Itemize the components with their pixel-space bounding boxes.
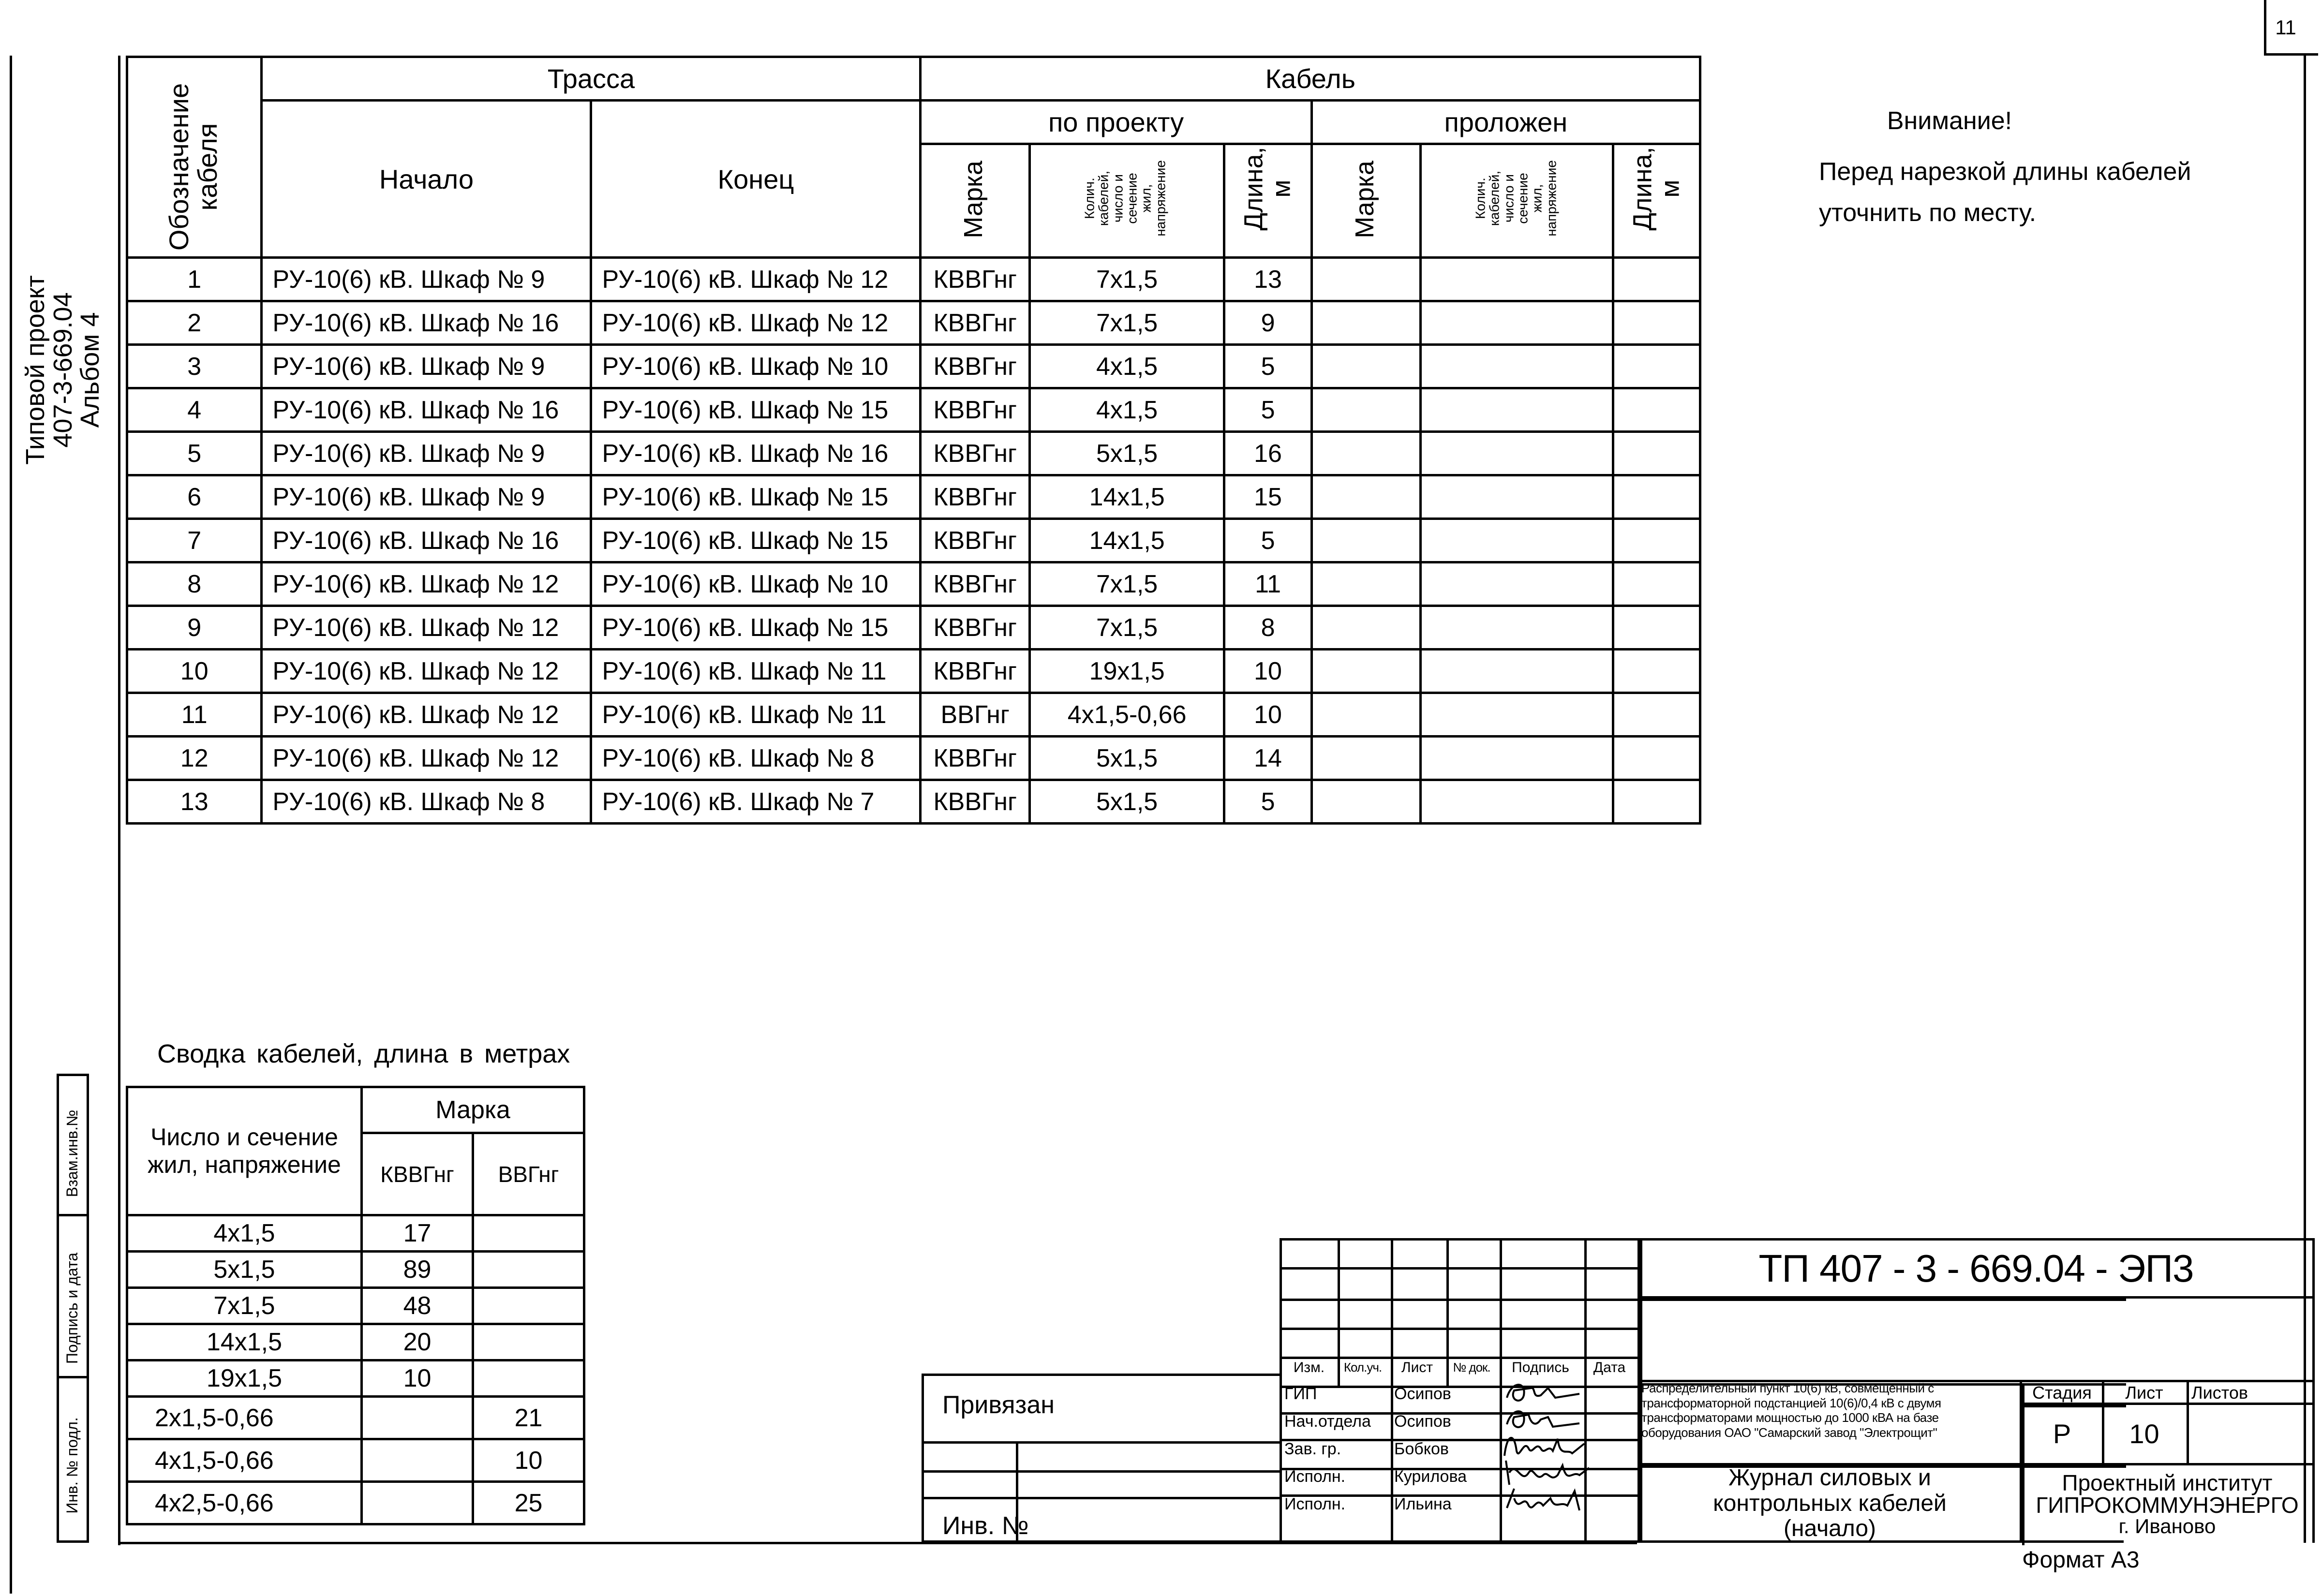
cell-laid-mark xyxy=(1311,475,1420,519)
cell-laid-mark xyxy=(1311,388,1420,432)
cell-laid-length xyxy=(1613,519,1700,562)
cell-laid-mark xyxy=(1311,432,1420,475)
frame-right-line xyxy=(2304,53,2306,1543)
table-row xyxy=(127,388,1700,432)
cell-number: 6 xyxy=(127,475,262,519)
cell-laid-length xyxy=(1613,606,1700,650)
cell-laid-length xyxy=(1613,388,1700,432)
side-stamp xyxy=(17,244,109,496)
table-row xyxy=(127,475,1700,519)
cell-mark: КВВГнг xyxy=(921,737,1029,780)
cell-end: РУ-10(6) кВ. Шкаф № 11 xyxy=(591,693,921,737)
cell-laid-length xyxy=(1613,562,1700,606)
cell-end: РУ-10(6) кВ. Шкаф № 11 xyxy=(591,650,921,693)
summary-kvvg: 89 xyxy=(362,1252,473,1288)
cell-end: РУ-10(6) кВ. Шкаф № 12 xyxy=(591,301,921,345)
cell-start: РУ-10(6) кВ. Шкаф № 12 xyxy=(262,737,591,780)
cell-end: РУ-10(6) кВ. Шкаф № 16 xyxy=(591,432,921,475)
cell-length: 11 xyxy=(1224,562,1311,606)
cell-number: 3 xyxy=(127,345,262,388)
cell-laid-mark xyxy=(1311,737,1420,780)
cell-start: РУ-10(6) кВ. Шкаф № 9 xyxy=(262,258,591,301)
tb-h-koluch: Кол.уч. xyxy=(1343,1360,1382,1375)
note-title: Внимание! xyxy=(1887,107,2012,135)
cell-laid-mark xyxy=(1311,301,1420,345)
role-label: Исполн. xyxy=(1284,1467,1346,1486)
summary-vvg: 10 xyxy=(473,1439,584,1482)
tb-h-stadia: Стадия xyxy=(2032,1382,2092,1403)
summary-row xyxy=(127,1439,584,1482)
cell-mark: КВВГнг xyxy=(921,475,1029,519)
summary-h-mark: Марка xyxy=(362,1087,584,1133)
cell-mark: КВВГнг xyxy=(921,301,1029,345)
summary-vvg xyxy=(473,1324,584,1360)
summary-vvg xyxy=(473,1360,584,1397)
cell-laid-length xyxy=(1613,345,1700,388)
role-label: Зав. гр. xyxy=(1284,1440,1341,1458)
table-row xyxy=(127,780,1700,824)
cell-qty: 7х1,5 xyxy=(1029,258,1224,301)
summary-kvvg: 10 xyxy=(362,1360,473,1397)
h-mark-laid: Марка xyxy=(1311,144,1420,258)
cell-number: 12 xyxy=(127,737,262,780)
summary-row xyxy=(127,1360,584,1397)
cell-laid-qty xyxy=(1421,345,1613,388)
cell-laid-qty xyxy=(1421,388,1613,432)
tb-sheet-value: 10 xyxy=(2129,1419,2159,1449)
project-description: Распределительный пункт 10(6) кВ, совмещенный с трансформаторной подстанцией 10(6)/0,4 кВ с двумя трансформаторами мощностью до 1000 кВА на базе оборудования ОАО "Самарский завод "Электрощит" xyxy=(1641,1381,1941,1440)
summary-row xyxy=(127,1397,584,1439)
cell-end: РУ-10(6) кВ. Шкаф № 10 xyxy=(591,345,921,388)
h-qty-project: Колич. кабелей, число и сечение жил, напряжение xyxy=(1029,144,1224,258)
cell-laid-length xyxy=(1613,432,1700,475)
role-name: Осипов xyxy=(1394,1412,1451,1431)
cell-end: РУ-10(6) кВ. Шкаф № 8 xyxy=(591,737,921,780)
cell-number: 2 xyxy=(127,301,262,345)
summary-h-cores: Число и сечение жил, напряжение xyxy=(127,1087,362,1215)
table-row xyxy=(127,650,1700,693)
h-end: Конец xyxy=(591,101,921,258)
cell-laid-length xyxy=(1613,258,1700,301)
cell-qty: 5х1,5 xyxy=(1029,780,1224,824)
summary-title: Сводка кабелей, длина в метрах xyxy=(157,1039,570,1068)
summary-vvg: 21 xyxy=(473,1397,584,1439)
signature-osipov-1-icon xyxy=(1502,1378,1584,1407)
h-cable: Кабель xyxy=(921,57,1700,101)
summary-size: 19х1,5 xyxy=(127,1360,362,1397)
organization xyxy=(2022,1465,2312,1543)
cell-laid-mark xyxy=(1311,693,1420,737)
summary-row xyxy=(127,1215,584,1252)
frame-top-right-line xyxy=(2264,53,2318,56)
tb-h-ndok: № док. xyxy=(1453,1360,1490,1375)
cell-qty: 4х1,5 xyxy=(1029,388,1224,432)
role-label: Исполн. xyxy=(1284,1495,1346,1513)
cell-laid-length xyxy=(1613,780,1700,824)
cell-length: 5 xyxy=(1224,780,1311,824)
cell-laid-mark xyxy=(1311,519,1420,562)
summary-vvg xyxy=(473,1252,584,1288)
cell-length: 9 xyxy=(1224,301,1311,345)
cell-laid-mark xyxy=(1311,562,1420,606)
role-name: Курилова xyxy=(1394,1467,1467,1486)
cell-laid-mark xyxy=(1311,345,1420,388)
cell-start: РУ-10(6) кВ. Шкаф № 16 xyxy=(262,301,591,345)
cell-start: РУ-10(6) кВ. Шкаф № 9 xyxy=(262,345,591,388)
cell-laid-qty xyxy=(1421,562,1613,606)
summary-row xyxy=(127,1324,584,1360)
cell-mark: КВВГнг xyxy=(921,606,1029,650)
cell-qty: 14х1,5 xyxy=(1029,519,1224,562)
cell-start: РУ-10(6) кВ. Шкаф № 16 xyxy=(262,388,591,432)
cell-laid-qty xyxy=(1421,301,1613,345)
titleblock-mid-edge xyxy=(1637,1296,2315,1299)
cell-end: РУ-10(6) кВ. Шкаф № 12 xyxy=(591,258,921,301)
summary-kvvg xyxy=(362,1482,473,1524)
h-designation: Обозначение кабеля xyxy=(127,57,262,258)
cell-qty: 7х1,5 xyxy=(1029,562,1224,606)
h-length-project: Длина, м xyxy=(1224,144,1311,258)
cell-laid-qty xyxy=(1421,519,1613,562)
cell-end: РУ-10(6) кВ. Шкаф № 15 xyxy=(591,519,921,562)
cell-laid-qty xyxy=(1421,737,1613,780)
drawing-code: ТП 407 - 3 - 669.04 - ЭП3 xyxy=(1758,1246,2194,1290)
summary-size: 4х2,5-0,66 xyxy=(127,1482,362,1524)
inv-no-label: Инв. № xyxy=(942,1512,1029,1540)
cell-start: РУ-10(6) кВ. Шкаф № 16 xyxy=(262,519,591,562)
h-by-project: по проекту xyxy=(921,101,1311,144)
summary-kvvg xyxy=(362,1397,473,1439)
titleblock-right-edge xyxy=(2312,1238,2315,1543)
summary-row xyxy=(127,1252,584,1288)
cell-number: 5 xyxy=(127,432,262,475)
cell-start: РУ-10(6) кВ. Шкаф № 9 xyxy=(262,475,591,519)
h-length-laid: Длина, м xyxy=(1613,144,1700,258)
cell-length: 5 xyxy=(1224,519,1311,562)
table-row xyxy=(127,737,1700,780)
table-row xyxy=(127,432,1700,475)
cell-end: РУ-10(6) кВ. Шкаф № 15 xyxy=(591,475,921,519)
cell-mark: КВВГнг xyxy=(921,780,1029,824)
cell-laid-qty xyxy=(1421,780,1613,824)
table-row xyxy=(127,562,1700,606)
cell-qty: 7х1,5 xyxy=(1029,301,1224,345)
table-row xyxy=(127,258,1700,301)
cell-length: 5 xyxy=(1224,388,1311,432)
cell-qty: 5х1,5 xyxy=(1029,737,1224,780)
role-name: Бобков xyxy=(1394,1440,1449,1458)
cell-number: 9 xyxy=(127,606,262,650)
cell-laid-qty xyxy=(1421,432,1613,475)
summary-kvvg: 20 xyxy=(362,1324,473,1360)
cell-number: 10 xyxy=(127,650,262,693)
cell-length: 5 xyxy=(1224,345,1311,388)
cell-start: РУ-10(6) кВ. Шкаф № 8 xyxy=(262,780,591,824)
cell-qty: 7х1,5 xyxy=(1029,606,1224,650)
cable-table xyxy=(126,56,1701,825)
cell-qty: 14х1,5 xyxy=(1029,475,1224,519)
cell-length: 14 xyxy=(1224,737,1311,780)
cell-mark: КВВГнг xyxy=(921,258,1029,301)
cell-length: 13 xyxy=(1224,258,1311,301)
table-row xyxy=(127,606,1700,650)
summary-size: 4х1,5-0,66 xyxy=(127,1439,362,1482)
cell-number: 7 xyxy=(127,519,262,562)
cell-laid-length xyxy=(1613,475,1700,519)
cell-length: 8 xyxy=(1224,606,1311,650)
org-left-line xyxy=(2020,1465,2022,1543)
cell-start: РУ-10(6) кВ. Шкаф № 12 xyxy=(262,693,591,737)
org-line3: г. Иваново xyxy=(2118,1515,2216,1537)
cell-laid-length xyxy=(1613,301,1700,345)
cell-length: 10 xyxy=(1224,693,1311,737)
cell-laid-mark xyxy=(1311,780,1420,824)
summary-kvvg: 17 xyxy=(362,1215,473,1252)
cell-laid-qty xyxy=(1421,693,1613,737)
summary-table xyxy=(126,1086,585,1525)
left-strip-podpis: Подпись и дата xyxy=(63,1252,81,1364)
summary-size: 5х1,5 xyxy=(127,1252,362,1288)
page-number: 11 xyxy=(2275,16,2296,39)
cell-number: 13 xyxy=(127,780,262,824)
cell-mark: КВВГнг xyxy=(921,519,1029,562)
cell-length: 15 xyxy=(1224,475,1311,519)
table-row xyxy=(127,519,1700,562)
side-stamp-line2: 407-3-669.04 xyxy=(48,292,77,448)
cell-mark: ВВГнг xyxy=(921,693,1029,737)
role-name: Осипов xyxy=(1394,1385,1451,1403)
format-label: Формат А3 xyxy=(2022,1547,2140,1573)
org-line2: ГИПРОКОММУНЭНЕРГО xyxy=(2036,1493,2299,1518)
cell-mark: КВВГнг xyxy=(921,345,1029,388)
summary-kvvg xyxy=(362,1439,473,1482)
cell-length: 16 xyxy=(1224,432,1311,475)
h-start: Начало xyxy=(262,101,591,258)
summary-kvvg: 48 xyxy=(362,1288,473,1324)
h-route: Трасса xyxy=(262,57,921,101)
cell-number: 11 xyxy=(127,693,262,737)
left-strip-inv: Инв. № подл. xyxy=(63,1417,81,1514)
summary-row xyxy=(127,1482,584,1524)
org-line1: Проектный институт xyxy=(2062,1470,2273,1495)
signature-ilina-icon xyxy=(1502,1484,1587,1518)
cell-end: РУ-10(6) кВ. Шкаф № 10 xyxy=(591,562,921,606)
cell-laid-length xyxy=(1613,650,1700,693)
h-mark-project: Марка xyxy=(921,144,1029,258)
summary-h-vvg: ВВГнг xyxy=(473,1133,584,1215)
summary-size: 4х1,5 xyxy=(127,1215,362,1252)
summary-vvg xyxy=(473,1288,584,1324)
summary-h-kvvg: КВВГнг xyxy=(362,1133,473,1215)
summary-vvg xyxy=(473,1215,584,1252)
cell-mark: КВВГнг xyxy=(921,650,1029,693)
cell-qty: 4х1,5 xyxy=(1029,345,1224,388)
h-qty-laid: Колич. кабелей, число и сечение жил, напряжение xyxy=(1421,144,1613,258)
h-laid: проложен xyxy=(1311,101,1700,144)
role-name: Ильина xyxy=(1394,1495,1452,1513)
table-row xyxy=(127,693,1700,737)
cell-start: РУ-10(6) кВ. Шкаф № 12 xyxy=(262,562,591,606)
cell-length: 10 xyxy=(1224,650,1311,693)
note-text1: Перед нарезкой длины кабелей xyxy=(1819,158,2191,186)
tb-h-list: Лист xyxy=(1401,1360,1433,1375)
tb-sheets-value xyxy=(2187,1405,2312,1463)
summary-size: 7х1,5 xyxy=(127,1288,362,1324)
cell-number: 1 xyxy=(127,258,262,301)
summary-size: 14х1,5 xyxy=(127,1324,362,1360)
cell-qty: 19х1,5 xyxy=(1029,650,1224,693)
cell-laid-mark xyxy=(1311,258,1420,301)
tb-h-sheets: Листов xyxy=(2191,1382,2248,1403)
cell-number: 4 xyxy=(127,388,262,432)
cell-laid-qty xyxy=(1421,650,1613,693)
cell-start: РУ-10(6) кВ. Шкаф № 12 xyxy=(262,650,591,693)
table-row xyxy=(127,345,1700,388)
tb-h-data: Дата xyxy=(1593,1360,1626,1375)
frame-left-line xyxy=(118,56,120,1545)
table-row xyxy=(127,301,1700,345)
cell-end: РУ-10(6) кВ. Шкаф № 15 xyxy=(591,606,921,650)
cell-laid-qty xyxy=(1421,606,1613,650)
cell-laid-length xyxy=(1613,737,1700,780)
side-stamp-line3: Альбом 4 xyxy=(75,312,105,428)
summary-row xyxy=(127,1288,584,1324)
cell-mark: КВВГнг xyxy=(921,562,1029,606)
cell-mark: КВВГнг xyxy=(921,432,1029,475)
cell-start: РУ-10(6) кВ. Шкаф № 9 xyxy=(262,432,591,475)
side-stamp-line1: Типовой проект xyxy=(20,275,50,465)
note-text2: уточнить по месту. xyxy=(1819,199,2037,227)
tb-h-sheet: Лист xyxy=(2125,1382,2163,1403)
role-label: Нач.отдела xyxy=(1284,1412,1371,1431)
cell-mark: КВВГнг xyxy=(921,388,1029,432)
cell-qty: 5х1,5 xyxy=(1029,432,1224,475)
cell-laid-mark xyxy=(1311,606,1420,650)
tb-h-izm: Изм. xyxy=(1293,1360,1325,1375)
cell-laid-length xyxy=(1613,693,1700,737)
cell-end: РУ-10(6) кВ. Шкаф № 7 xyxy=(591,780,921,824)
frame-outer-left xyxy=(10,56,12,1594)
summary-size: 2х1,5-0,66 xyxy=(127,1397,362,1439)
cell-number: 8 xyxy=(127,562,262,606)
cell-qty: 4х1,5-0,66 xyxy=(1029,693,1224,737)
cell-laid-qty xyxy=(1421,258,1613,301)
left-strip-vzam: Взам.инв.№ xyxy=(63,1109,81,1197)
tb-stadia-value: Р xyxy=(2053,1419,2071,1449)
summary-vvg: 25 xyxy=(473,1482,584,1524)
tb-h-podpis: Подпись xyxy=(1512,1360,1569,1375)
sheet-title: Журнал силовых и контрольных кабелей (начало) xyxy=(1713,1464,1947,1542)
cell-start: РУ-10(6) кВ. Шкаф № 12 xyxy=(262,606,591,650)
role-label: ГИП xyxy=(1284,1385,1317,1403)
cell-end: РУ-10(6) кВ. Шкаф № 15 xyxy=(591,388,921,432)
privyazan-label: Привязан xyxy=(942,1391,1055,1419)
cell-laid-qty xyxy=(1421,475,1613,519)
cell-laid-mark xyxy=(1311,650,1420,693)
